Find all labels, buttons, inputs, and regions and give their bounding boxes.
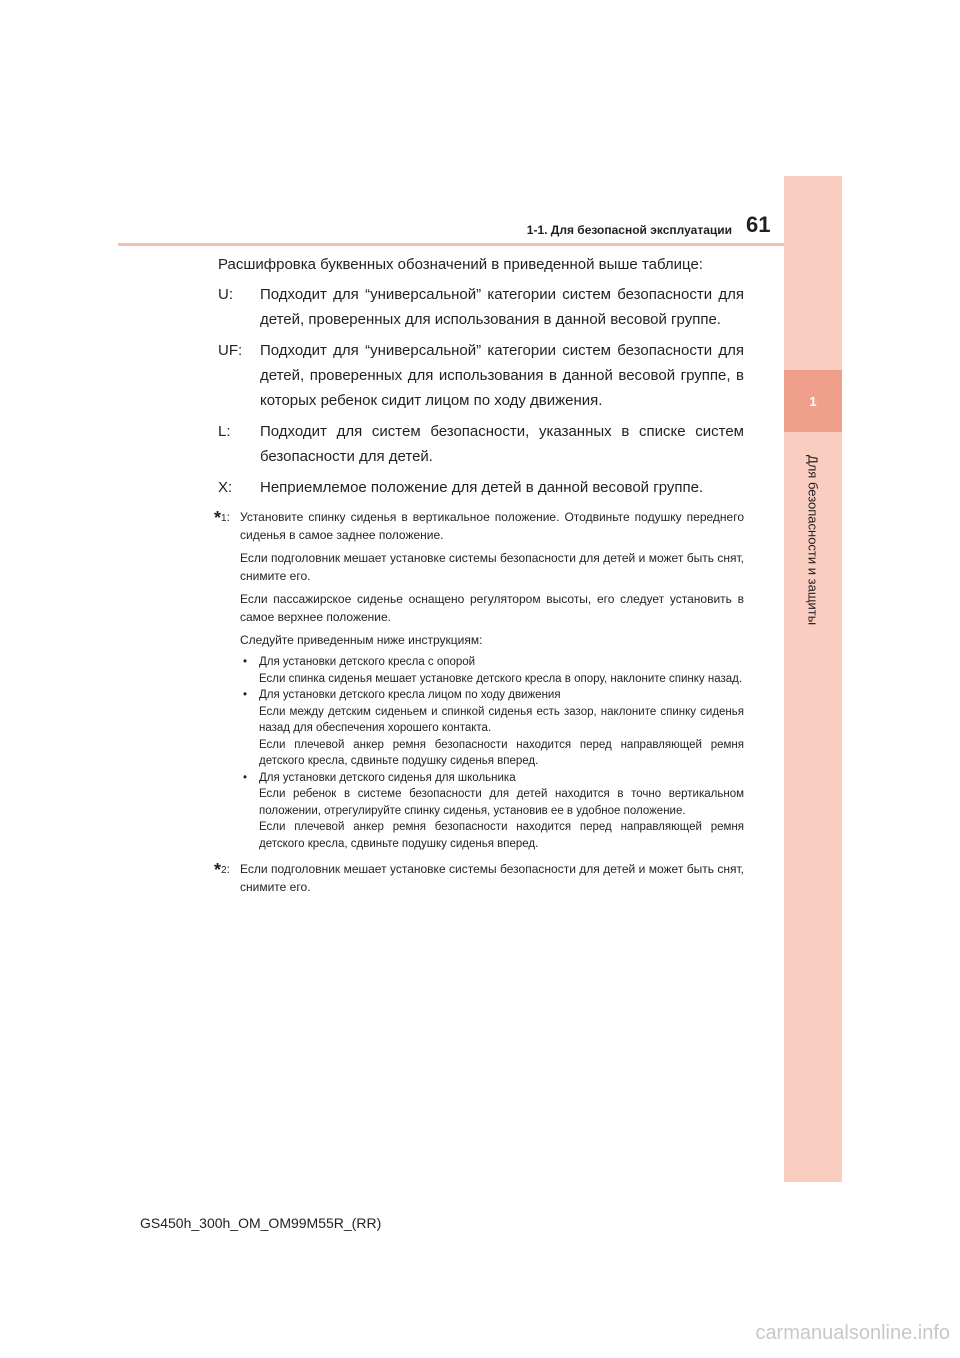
intro-text: Расшифровка буквенных обозначений в приведенной выше таблице: (218, 256, 703, 273)
list-item-text: Если между детским сиденьем и спинкой сиденья есть зазор, наклоните спинку сиденья назад для обеспечения хорошего контакта. (259, 705, 744, 734)
footnote-paragraph: Если подголовник мешает установке системы безопасности для детей и может быть снят, снимите его. (240, 862, 744, 894)
main-content (214, 252, 744, 901)
list-item-title: Для установки детского кресла с опорой (259, 656, 476, 668)
definition-l (218, 419, 744, 469)
bullet-icon: • (243, 689, 248, 701)
footnote-star: * (214, 860, 222, 880)
definition-key: U: (218, 286, 233, 303)
definition-key: X: (218, 479, 233, 496)
definition-key: UF: (218, 342, 243, 359)
section-title: 1-1. Для безопасной эксплуатации (526, 223, 732, 237)
instruction-list (240, 654, 744, 852)
header-divider (118, 243, 784, 246)
footnote-1 (214, 508, 744, 852)
chapter-tab-number: 1 (809, 393, 817, 409)
footnote-colon: : (226, 510, 230, 524)
definition-uf (218, 338, 744, 413)
document-code: GS450h_300h_OM_OM99M55R_(RR) (140, 1215, 382, 1231)
footnote-marker (214, 508, 240, 852)
bullet-icon: • (243, 771, 248, 784)
footnote-marker (214, 860, 240, 901)
definition-u (218, 282, 744, 332)
list-item-text: Если плечевой анкер ремня безопасности находится перед направляющей ремня детского кресла, сдвиньте подушку сиденья вперед. (259, 821, 744, 850)
footnote-colon: : (226, 862, 230, 876)
footnote-2 (214, 860, 744, 901)
footnote-star: * (214, 508, 222, 528)
chapter-tab[interactable] (784, 370, 842, 432)
footnote-paragraph: Если пассажирское сиденье оснащено регулятором высоты, его следует установить в самое верхнее положение. (240, 592, 744, 624)
list-item (240, 687, 744, 770)
definition-key: L: (218, 423, 231, 440)
list-item-title: Для установки детского сиденья для школьника (259, 771, 516, 784)
list-item-title: Для установки детского кресла лицом по ходу движения (259, 689, 561, 701)
watermark: carmanualsonline.info (755, 1322, 950, 1344)
definition-text: Неприемлемое положение для детей в данной весовой группе. (260, 479, 704, 496)
list-item-text: Если спинка сиденья мешает установке детского кресла в опору, наклоните спинку назад. (259, 672, 743, 685)
bullet-icon: • (243, 656, 248, 668)
footnote-paragraph: Следуйте приведенным ниже инструкциям: (240, 633, 483, 647)
footnote-paragraph: Установите спинку сиденья в вертикальное положение. Отодвиньте подушку переднего сиденья в самое заднее положение. (240, 510, 744, 542)
definition-text: Подходит для “универсальной” категории систем безопасности для детей, проверенных для использования в данной весовой группе, в которых ребенок сидит лицом по ходу движения. (260, 342, 744, 409)
definition-text: Подходит для “универсальной” категории систем безопасности для детей, проверенных для использования в данной весовой группе. (260, 286, 744, 328)
list-item (240, 770, 744, 853)
definition-x (218, 475, 744, 500)
definition-text: Подходит для систем безопасности, указанных в списке систем безопасности для детей. (260, 423, 744, 465)
side-strip (784, 176, 842, 1182)
page-number: 61 (746, 212, 771, 237)
list-item-text: Если ребенок в системе безопасности для детей находится в точно вертикальном положении, отрегулируйте спинку сиденья, установив ее в удобное положение. (259, 788, 744, 817)
footnote-paragraph: Если подголовник мешает установке системы безопасности для детей и может быть снят, снимите его. (240, 551, 744, 583)
chapter-tab-label: Для безопасности и защиты (805, 454, 821, 626)
list-item (240, 654, 744, 687)
list-item-text: Если плечевой анкер ремня безопасности находится перед направляющей ремня детского кресла, сдвиньте подушку сиденья вперед. (259, 738, 744, 767)
footnote-number: 2 (221, 865, 227, 876)
footnote-number: 1 (221, 513, 227, 524)
